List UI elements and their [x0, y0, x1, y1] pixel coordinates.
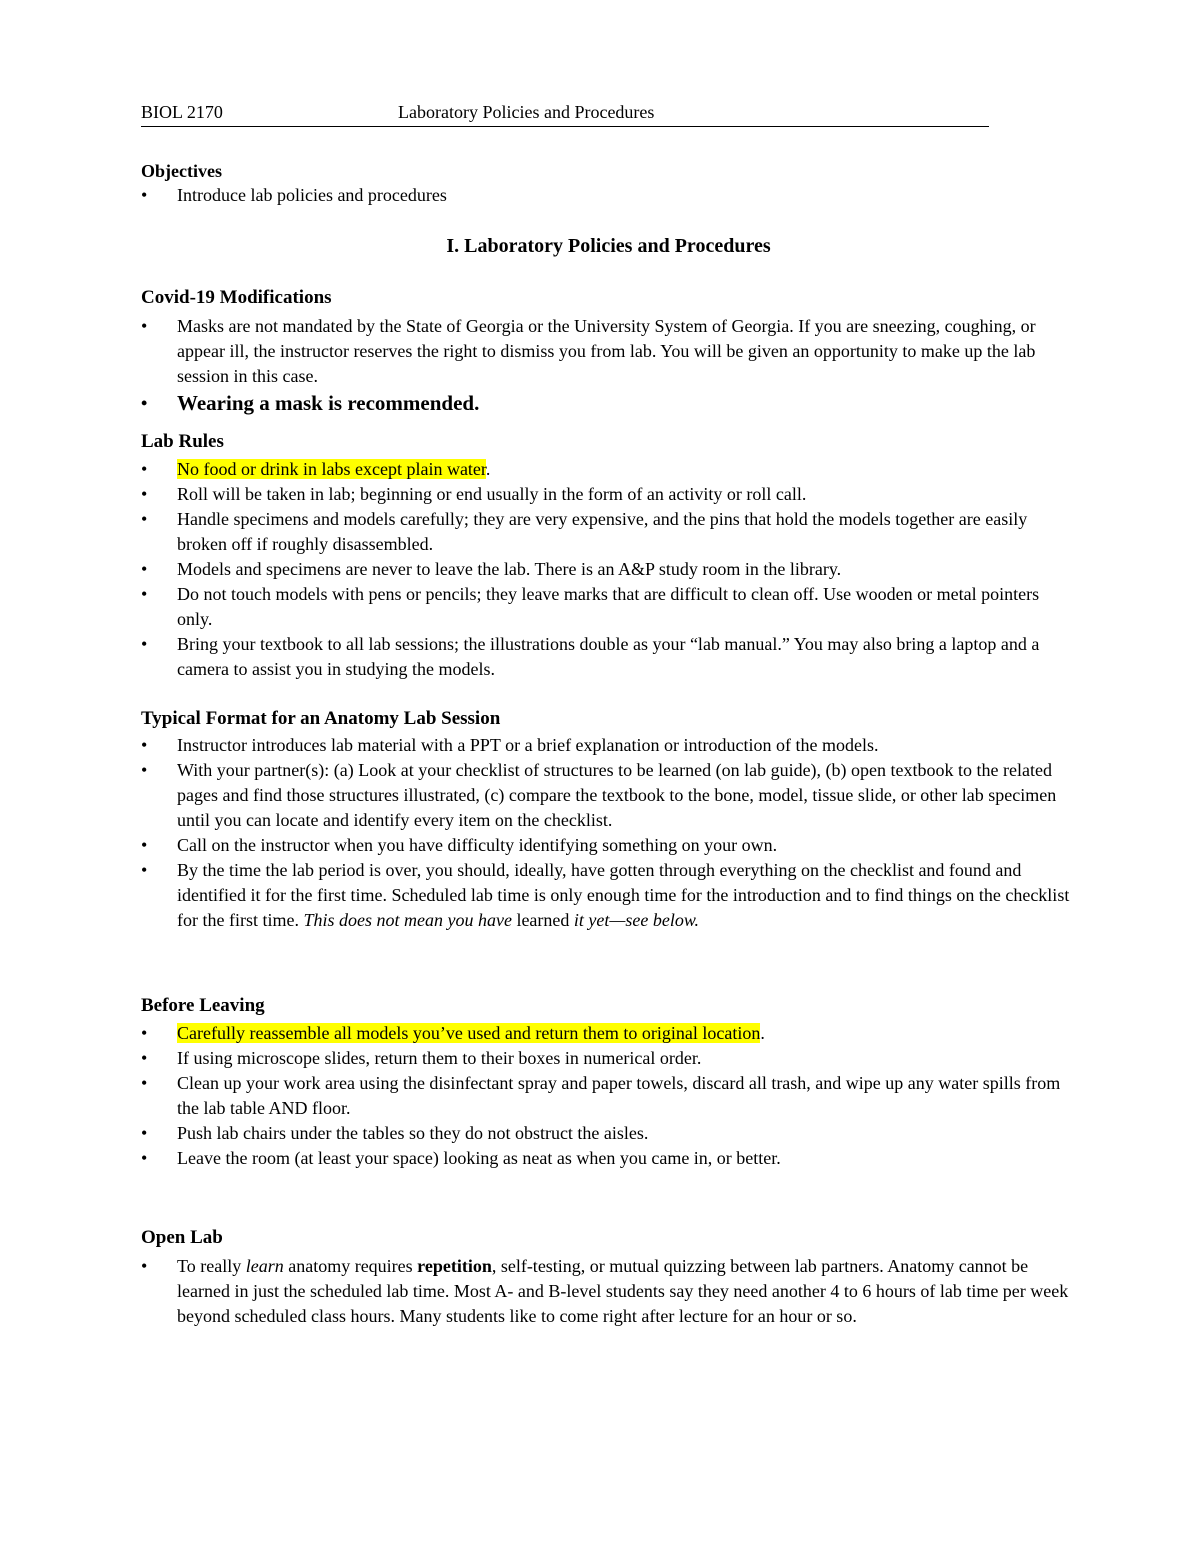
- course-code: BIOL 2170: [141, 102, 223, 122]
- list-item: • Bring your textbook to all lab sessions; the illustrations double as your “lab manual.” You may also bring a laptop and a camera to assist you in studying the models.: [141, 632, 1076, 682]
- lab-rules-heading: Lab Rules: [141, 431, 224, 452]
- punctuation: .: [760, 1023, 765, 1043]
- objectives-list: [141, 183, 1076, 208]
- list-item: • Wearing a mask is recommended.: [141, 389, 1076, 417]
- italic-text: This does not mean you have: [303, 910, 512, 930]
- open-lab-list: [141, 1254, 1076, 1329]
- objectives-heading: Objectives: [141, 161, 222, 181]
- before-leaving-list: [141, 1021, 1076, 1171]
- highlighted-text: No food or drink in labs except plain water: [177, 459, 486, 479]
- paragraph-text: , self-testing, or mutual quizzing between lab partners. Anatomy cannot be learned in just the scheduled lab time. Most A- and B-level students say they need another 4 to 6 hours of lab time per week beyond scheduled class hours. Many students like to come right after lecture for an hour or so.: [177, 1256, 1069, 1326]
- highlighted-text: Carefully reassemble all models you’ve used and return them to original location: [177, 1023, 761, 1043]
- paragraph-text: To really: [177, 1256, 246, 1276]
- list-item: • With your partner(s): (a) Look at your checklist of structures to be learned (on lab guide), (b) open textbook to the related pages and find those structures illustrated, (c) compare the textbook to the bone, model, tissue slide, or other lab specimen until you can locate and identify every item on the checklist.: [141, 758, 1076, 833]
- paragraph-text: learned: [511, 910, 574, 930]
- format-heading: Typical Format for an Anatomy Lab Session: [141, 708, 501, 729]
- header-title: Laboratory Policies and Procedures: [398, 102, 655, 122]
- list-item: • Do not touch models with pens or pencils; they leave marks that are difficult to clean off. Use wooden or metal pointers only.: [141, 582, 1076, 632]
- open-lab-heading: Open Lab: [141, 1227, 223, 1248]
- covid-heading: Covid-19 Modifications: [141, 287, 332, 308]
- before-leaving-heading: Before Leaving: [141, 995, 265, 1016]
- list-item: • Introduce lab policies and procedures: [141, 183, 1076, 208]
- list-item: • If using microscope slides, return them to their boxes in numerical order.: [141, 1046, 1076, 1071]
- bold-text: repetition: [417, 1256, 492, 1276]
- list-item: • Instructor introduces lab material with a PPT or a brief explanation or introduction of the models.: [141, 733, 1076, 758]
- list-item: • Push lab chairs under the tables so they do not obstruct the aisles.: [141, 1121, 1076, 1146]
- list-item: • Leave the room (at least your space) looking as neat as when you came in, or better.: [141, 1146, 1076, 1171]
- list-item: • Handle specimens and models carefully; they are very expensive, and the pins that hold the models together are easily broken off if roughly disassembled.: [141, 507, 1076, 557]
- list-item: [141, 457, 1076, 482]
- list-item: [141, 1021, 1076, 1046]
- punctuation: .: [485, 459, 491, 479]
- list-item: [141, 1254, 1076, 1329]
- list-item: • Call on the instructor when you have difficulty identifying something on your own.: [141, 833, 1076, 858]
- list-item: [141, 858, 1076, 933]
- document-content: [141, 100, 1076, 1329]
- list-item: • Roll will be taken in lab; beginning or end usually in the form of an activity or roll call.: [141, 482, 1076, 507]
- italic-text: learn: [245, 1256, 284, 1276]
- lab-rules-list: [141, 457, 1076, 682]
- paragraph-text: By the time the lab period is over, you should, ideally, have gotten through everything on the checklist and found and identified it for the first time. Scheduled lab time is only enough time for the introduction and to find things on the checklist for the first time.: [177, 860, 1070, 930]
- list-item: • Clean up your work area using the disinfectant spray and paper towels, discard all trash, and wipe up any water spills from the lab table AND floor.: [141, 1071, 1076, 1121]
- italic-text: it yet—see below.: [573, 910, 700, 930]
- list-item: • Models and specimens are never to leave the lab. There is an A&P study room in the library.: [141, 557, 1076, 582]
- format-list: [141, 733, 1076, 933]
- page-header: [141, 100, 989, 127]
- covid-list: [141, 314, 1076, 417]
- main-title: I. Laboratory Policies and Procedures: [446, 235, 771, 257]
- list-item: • Masks are not mandated by the State of Georgia or the University System of Georgia. If you are sneezing, coughing, or appear ill, the instructor reserves the right to dismiss you from lab. You will be given an opportunity to make up the lab session in this case.: [141, 314, 1076, 389]
- paragraph-text: anatomy requires: [283, 1256, 418, 1276]
